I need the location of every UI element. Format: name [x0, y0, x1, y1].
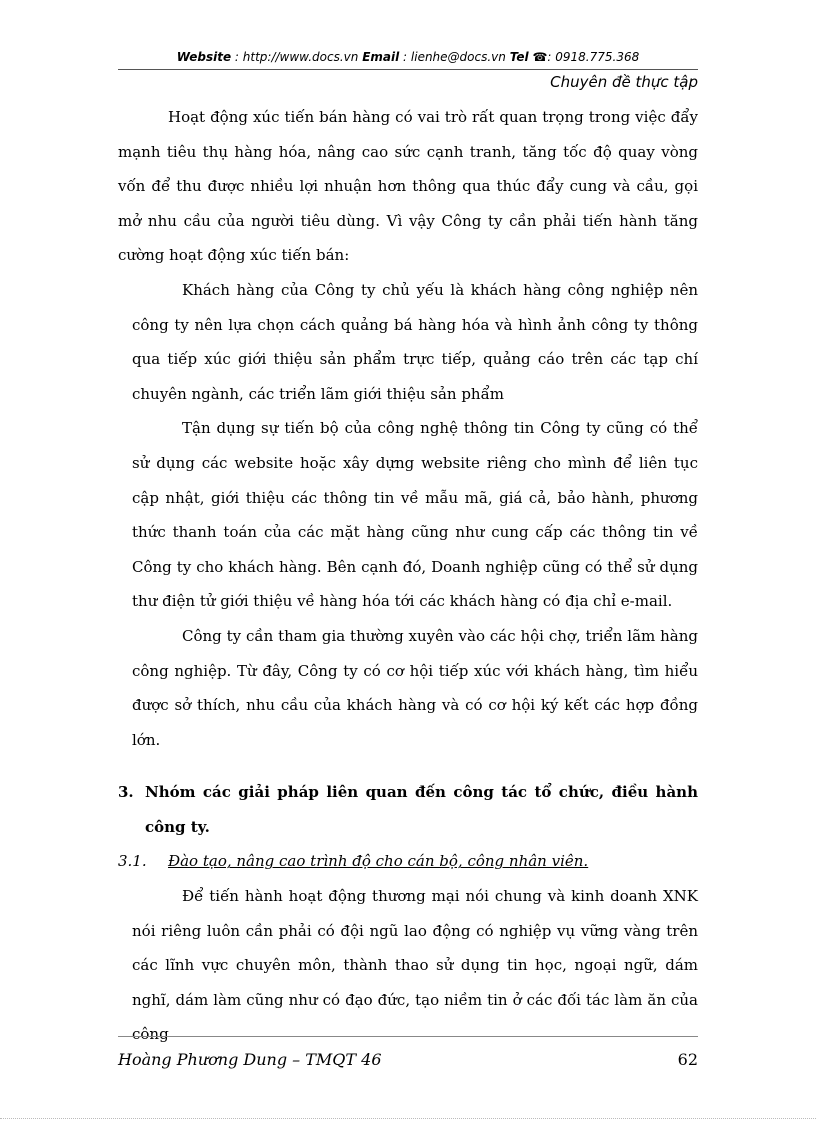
footer-author: Hoàng Phương Dung – TMQT 46	[118, 1050, 382, 1069]
email-label: Email	[362, 50, 400, 64]
document-subtitle: Chuyên đề thực tập	[550, 73, 698, 91]
footer-divider	[118, 1036, 698, 1037]
paragraph: Công ty cần tham gia thường xuyên vào các hội chợ, triển lãm hàng công nghiệp. Từ đây, Công ty có cơ hội tiếp xúc với khách hàng, tìm hiểu được sở thích, nhu cầu của khách hàng và có cơ hội ký kết các hợp đồng lớn.	[132, 626, 698, 749]
section-title: Nhóm các giải pháp liên quan đến công tác tổ chức, điều hành công ty.	[145, 783, 698, 836]
phone-icon: ☎	[532, 50, 548, 64]
page-edge	[0, 1118, 816, 1119]
page-header	[118, 50, 698, 70]
website-value[interactable]: : http://www.docs.vn	[234, 50, 359, 64]
section-heading	[118, 775, 698, 844]
paragraph: Hoạt động xúc tiến bán hàng có vai trò rất quan trọng trong việc đẩy mạnh tiêu thụ hàng hóa, nâng cao sức cạnh tranh, tăng tốc độ quay vòng vốn để thu được nhiều lợi nhuận hơn thông qua thúc đẩy cung và cầu, gọi mở nhu cầu của người tiêu dùng. Vì vậy Công ty cần phải tiến hành tăng cường hoạt động xúc tiến bán:	[118, 108, 698, 265]
email-value[interactable]: : lienhe@docs.vn	[403, 50, 506, 64]
paragraph: Để tiến hành hoạt động thương mại nói chung và kinh doanh XNK nói riêng luôn cần phải có đội ngũ lao động có nghiệp vụ vững vàng trên các lĩnh vực chuyên môn, thành thao sử dụng tin học, ngoại ngữ, dám nghĩ, dám làm cũng như có đạo đức, tạo niềm tin ở các đối tác làm ăn của công	[132, 887, 698, 1044]
page-number: 62	[677, 1050, 698, 1069]
document-body	[118, 100, 698, 1052]
paragraph: Tận dụng sự tiến bộ của công nghệ thông tin Công ty cũng có thể sử dụng các website hoặc xây dựng website riêng cho mình để liên tục cập nhật, giới thiệu các thông tin về mẫu mã, giá cả, bảo hành, phương thức thanh toán của các mặt hàng cũng như cung cấp các thông tin về Công ty cho khách hàng. Bên cạnh đó, Doanh nghiệp cũng có thể sử dụng thư điện tử giới thiệu về hàng hóa tới các khách hàng có địa chỉ e-mail.	[132, 419, 698, 611]
subsection-heading	[118, 844, 698, 879]
subsection-number: 3.1.	[118, 852, 147, 871]
paragraph: Khách hàng của Công ty chủ yếu là khách hàng công nghiệp nên công ty nên lựa chọn cách quảng bá hàng hóa và hình ảnh công ty thông qua tiếp xúc giới thiệu sản phẩm trực tiếp, quảng cáo trên các tạp chí chuyên ngành, các triển lãm giới thiệu sản phẩm	[132, 280, 698, 403]
tel-value: : 0918.775.368	[547, 50, 640, 64]
header-divider	[118, 69, 698, 70]
section-number: 3.	[118, 783, 134, 802]
website-label: Website	[176, 50, 232, 64]
subsection-title: Đào tạo, nâng cao trình độ cho cán bộ, công nhân viên.	[168, 852, 589, 871]
tel-label: Tel	[509, 50, 529, 64]
